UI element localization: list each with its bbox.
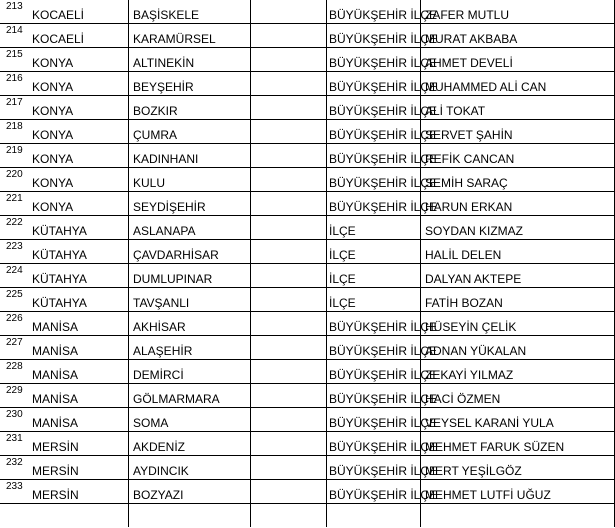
district-cell: ALTINEKİN — [128, 48, 250, 71]
mayor-name-cell: REFİK CANCAN — [420, 144, 615, 167]
empty-cell — [250, 96, 326, 119]
district-cell: SEYDİŞEHİR — [128, 192, 250, 215]
row-number-cell: 228 — [6, 361, 23, 372]
row-number-cell: 219 — [6, 145, 23, 156]
municipality-type-cell: BÜYÜKŞEHİR İLÇE — [326, 144, 420, 167]
mayor-name-cell: MEHMET FARUK SÜZEN — [420, 432, 615, 455]
empty-cell — [250, 216, 326, 239]
table-row — [0, 312, 615, 336]
municipality-type-cell: İLÇE — [326, 240, 420, 263]
municipality-type-cell: BÜYÜKŞEHİR İLÇE — [326, 408, 420, 431]
district-cell: BAŞİSKELE — [128, 0, 250, 23]
table-row — [0, 432, 615, 456]
table-row — [0, 336, 615, 360]
row-number-cell: 213 — [6, 1, 23, 12]
empty-cell — [250, 384, 326, 407]
mayor-name-cell: ZAFER MUTLU — [420, 0, 615, 23]
row-number-cell: 225 — [6, 289, 23, 300]
province-cell: KONYA — [32, 128, 74, 142]
province-cell: KONYA — [32, 152, 74, 166]
mayor-name-cell: VEYSEL KARANİ YULA — [420, 408, 615, 431]
row-number-cell: 230 — [6, 409, 23, 420]
empty-cell — [250, 48, 326, 71]
municipality-type-cell: BÜYÜKŞEHİR İLÇE — [326, 384, 420, 407]
table-row — [0, 504, 615, 528]
district-cell: AKDENİZ — [128, 432, 250, 455]
municipality-type-cell: BÜYÜKŞEHİR İLÇE — [326, 360, 420, 383]
district-cell: GÖLMARMARA — [128, 384, 250, 407]
province-cell: KONYA — [32, 104, 74, 118]
empty-cell — [250, 24, 326, 47]
district-cell: TAVŞANLI — [128, 288, 250, 311]
table-row — [0, 24, 615, 48]
empty-cell — [250, 168, 326, 191]
empty-cell — [250, 360, 326, 383]
row-number-cell: 216 — [6, 73, 23, 84]
table-row — [0, 48, 615, 72]
district-cell: BOZYAZI — [128, 480, 250, 503]
district-cell: KARAMÜRSEL — [128, 24, 250, 47]
municipality-type-cell: BÜYÜKŞEHİR İLÇE — [326, 336, 420, 359]
table-row — [0, 240, 615, 264]
province-cell: KONYA — [32, 56, 74, 70]
mayor-name-cell: ZEKAYİ YILMAZ — [420, 360, 615, 383]
mayor-name-cell: SERVET ŞAHİN — [420, 120, 615, 143]
table-row — [0, 408, 615, 432]
municipality-type-cell: İLÇE — [326, 264, 420, 287]
province-cell: KOCAELİ — [32, 8, 85, 22]
row-number-cell: 223 — [6, 241, 23, 252]
row-number-cell: 220 — [6, 169, 23, 180]
empty-cell — [128, 504, 250, 527]
district-cell: ÇAVDARHİSAR — [128, 240, 250, 263]
municipality-type-cell: BÜYÜKŞEHİR İLÇE — [326, 312, 420, 335]
municipality-type-cell: BÜYÜKŞEHİR İLÇE — [326, 96, 420, 119]
district-cell: DEMİRCİ — [128, 360, 250, 383]
row-number-cell: 222 — [6, 217, 23, 228]
province-cell: KONYA — [32, 200, 74, 214]
empty-cell — [250, 312, 326, 335]
mayor-name-cell: SOYDAN KIZMAZ — [420, 216, 615, 239]
mayor-name-cell: AHMET DEVELİ — [420, 48, 615, 71]
district-cell: SOMA — [128, 408, 250, 431]
province-cell: KONYA — [32, 176, 74, 190]
district-cell: AYDINCIK — [128, 456, 250, 479]
mayor-name-cell: ALİ TOKAT — [420, 96, 615, 119]
mayor-name-cell: HACİ ÖZMEN — [420, 384, 615, 407]
province-cell: MANİSA — [32, 320, 79, 334]
district-cell: ÇUMRA — [128, 120, 250, 143]
municipality-type-cell: BÜYÜKŞEHİR İLÇE — [326, 432, 420, 455]
row-number-cell: 232 — [6, 457, 23, 468]
municipality-type-cell: BÜYÜKŞEHİR İLÇE — [326, 192, 420, 215]
table-row — [0, 216, 615, 240]
district-cell: KULU — [128, 168, 250, 191]
row-number-cell: 229 — [6, 385, 23, 396]
district-cell: BEYŞEHİR — [128, 72, 250, 95]
district-cell: AKHİSAR — [128, 312, 250, 335]
table-row — [0, 120, 615, 144]
empty-cell — [250, 120, 326, 143]
empty-cell — [420, 504, 615, 527]
table-row — [0, 72, 615, 96]
row-number-cell: 231 — [6, 433, 23, 444]
empty-cell — [250, 456, 326, 479]
empty-cell — [250, 240, 326, 263]
empty-cell — [250, 504, 326, 527]
table-row — [0, 192, 615, 216]
mayor-name-cell: FATİH BOZAN — [420, 288, 615, 311]
municipality-type-cell: İLÇE — [326, 288, 420, 311]
mayor-name-cell: MERT YEŞİLGÖZ — [420, 456, 615, 479]
table-row — [0, 360, 615, 384]
district-cell: ASLANAPA — [128, 216, 250, 239]
row-number-cell: 226 — [6, 313, 23, 324]
mayor-name-cell: HALİL DELEN — [420, 240, 615, 263]
table-row — [0, 480, 615, 504]
table-row — [0, 144, 615, 168]
row-number-cell: 217 — [6, 97, 23, 108]
municipality-type-cell: BÜYÜKŞEHİR İLÇE — [326, 480, 420, 503]
province-cell: MANİSA — [32, 368, 79, 382]
municipality-type-cell: BÜYÜKŞEHİR İLÇE — [326, 72, 420, 95]
empty-cell — [250, 192, 326, 215]
row-number-cell: 221 — [6, 193, 23, 204]
province-cell: MERSİN — [32, 488, 79, 502]
district-cell: BOZKIR — [128, 96, 250, 119]
province-cell: KÜTAHYA — [32, 272, 87, 286]
municipality-type-cell: BÜYÜKŞEHİR İLÇE — [326, 120, 420, 143]
municipality-type-cell: BÜYÜKŞEHİR İLÇE — [326, 456, 420, 479]
table-row — [0, 0, 615, 24]
empty-cell — [250, 264, 326, 287]
district-cell: ALAŞEHİR — [128, 336, 250, 359]
row-number-cell: 214 — [6, 25, 23, 36]
empty-cell — [250, 480, 326, 503]
empty-cell — [250, 336, 326, 359]
mayor-name-cell: SEMİH SARAÇ — [420, 168, 615, 191]
mayor-name-cell: DALYAN AKTEPE — [420, 264, 615, 287]
province-cell: MERSİN — [32, 440, 79, 454]
province-cell: KÜTAHYA — [32, 296, 87, 310]
district-cell: KADINHANI — [128, 144, 250, 167]
province-cell: MANİSA — [32, 416, 79, 430]
municipality-type-cell: BÜYÜKŞEHİR İLÇE — [326, 24, 420, 47]
province-cell: KÜTAHYA — [32, 248, 87, 262]
municipality-type-cell: BÜYÜKŞEHİR İLÇE — [326, 48, 420, 71]
mayor-name-cell: HÜSEYİN ÇELİK — [420, 312, 615, 335]
empty-cell — [326, 504, 420, 527]
province-cell: MERSİN — [32, 464, 79, 478]
table-row — [0, 96, 615, 120]
province-cell: MANİSA — [32, 392, 79, 406]
empty-cell — [250, 0, 326, 23]
row-number-cell: 224 — [6, 265, 23, 276]
district-cell: DUMLUPINAR — [128, 264, 250, 287]
municipality-type-cell: İLÇE — [326, 216, 420, 239]
mayor-name-cell: MUHAMMED ALİ CAN — [420, 72, 615, 95]
empty-cell — [250, 144, 326, 167]
row-number-cell: 227 — [6, 337, 23, 348]
table-row — [0, 384, 615, 408]
province-cell: KONYA — [32, 80, 74, 94]
empty-cell — [250, 432, 326, 455]
mayor-name-cell: MEHMET LUTFİ UĞUZ — [420, 480, 615, 503]
province-cell: KOCAELİ — [32, 32, 85, 46]
empty-cell — [250, 72, 326, 95]
row-number-cell: 215 — [6, 49, 23, 60]
table-row — [0, 168, 615, 192]
mayor-name-cell: MURAT AKBABA — [420, 24, 615, 47]
row-number-cell: 233 — [6, 481, 23, 492]
table-row — [0, 264, 615, 288]
row-number-cell: 218 — [6, 121, 23, 132]
municipality-type-cell: BÜYÜKŞEHİR İLÇE — [326, 168, 420, 191]
municipality-type-cell: BÜYÜKŞEHİR İLÇE — [326, 0, 420, 23]
mayor-name-cell: HARUN ERKAN — [420, 192, 615, 215]
table-row — [0, 456, 615, 480]
province-cell: MANİSA — [32, 344, 79, 358]
empty-cell — [250, 408, 326, 431]
empty-cell — [250, 288, 326, 311]
table-row — [0, 288, 615, 312]
province-cell: KÜTAHYA — [32, 224, 87, 238]
mayor-name-cell: ADNAN YÜKALAN — [420, 336, 615, 359]
